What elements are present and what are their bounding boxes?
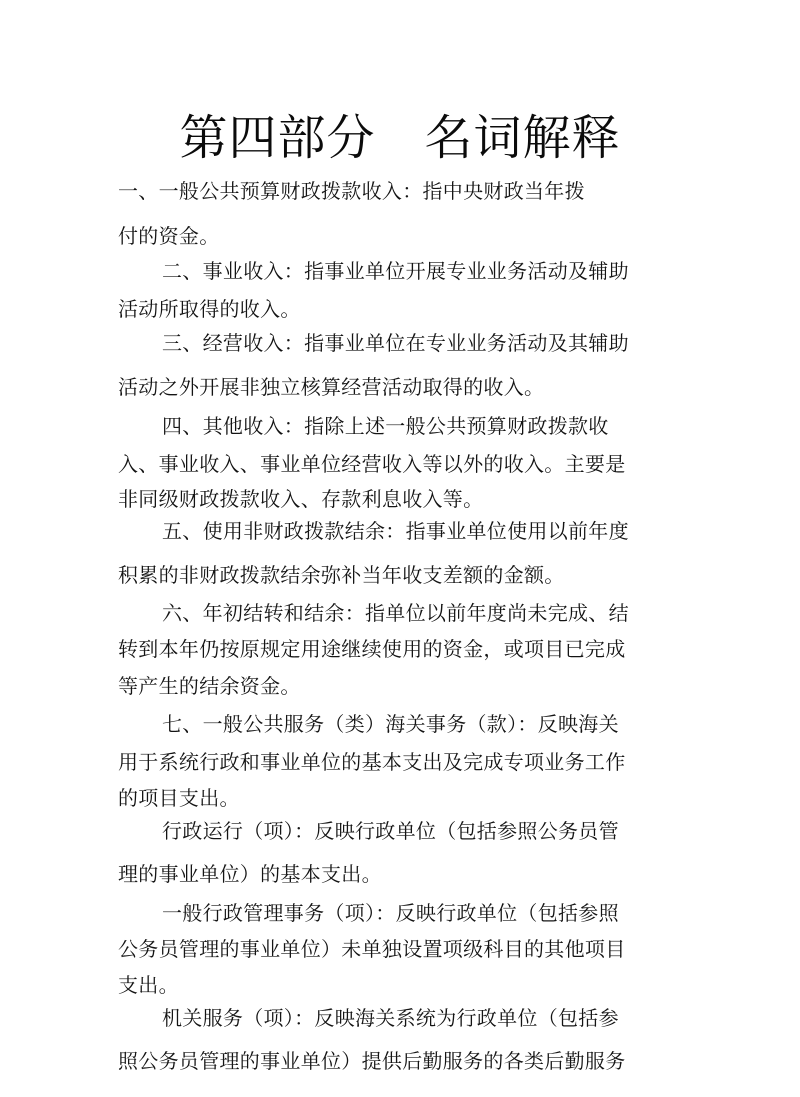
text-line: 活动所取得的收入。 <box>118 297 301 321</box>
text-line: 转到本年仍按原规定用途继续使用的资金，或项目已完成 <box>118 637 626 661</box>
text-line: 六、年初结转和结余：指单位以前年度尚未完成、结 <box>162 601 629 625</box>
text-line: 一、一般公共预算财政拨款收入：指中央财政当年拨 <box>118 179 585 203</box>
text-line: 一般行政管理事务（项）：反映行政单位（包括参照 <box>162 901 619 925</box>
text-line: 机关服务（项）：反映海关系统为行政单位（包括参 <box>162 1006 619 1030</box>
text-line: 支出。 <box>118 973 179 997</box>
text-line: 等产生的结余资金。 <box>118 674 301 698</box>
text-line: 理的事业单位）的基本支出。 <box>118 862 382 886</box>
text-line: 付的资金。 <box>118 224 220 248</box>
text-line: 三、经营收入：指事业单位在专业业务活动及其辅助 <box>162 331 629 355</box>
page-title: 第四部分 名词解释 <box>179 110 621 166</box>
text-line: 五、使用非财政拨款结余：指事业单位使用以前年度 <box>162 519 629 543</box>
text-line: 积累的非财政拨款结余弥补当年收支差额的金额。 <box>118 563 565 587</box>
text-line: 用于系统行政和事业单位的基本支出及完成专项业务工作 <box>118 750 626 774</box>
text-line: 非同级财政拨款收入、存款利息收入等。 <box>118 487 484 511</box>
text-line: 公务员管理的事业单位）未单独设置项级科目的其他项目 <box>118 937 626 961</box>
text-line: 四、其他收入：指除上述一般公共预算财政拨款收 <box>162 414 609 438</box>
text-line: 照公务员管理的事业单位）提供后勤服务的各类后勤服务 <box>118 1049 626 1073</box>
text-line: 活动之外开展非独立核算经营活动取得的收入。 <box>118 375 545 399</box>
text-line: 行政运行（项）：反映行政单位（包括参照公务员管 <box>162 819 619 843</box>
text-line: 入、事业收入、事业单位经营收入等以外的收入。主要是 <box>118 452 626 476</box>
text-line: 的项目支出。 <box>118 786 240 810</box>
text-line: 七、一般公共服务（类）海关事务（款）：反映海关 <box>162 712 619 736</box>
text-line: 二、事业收入：指事业单位开展专业业务活动及辅助 <box>162 259 629 283</box>
